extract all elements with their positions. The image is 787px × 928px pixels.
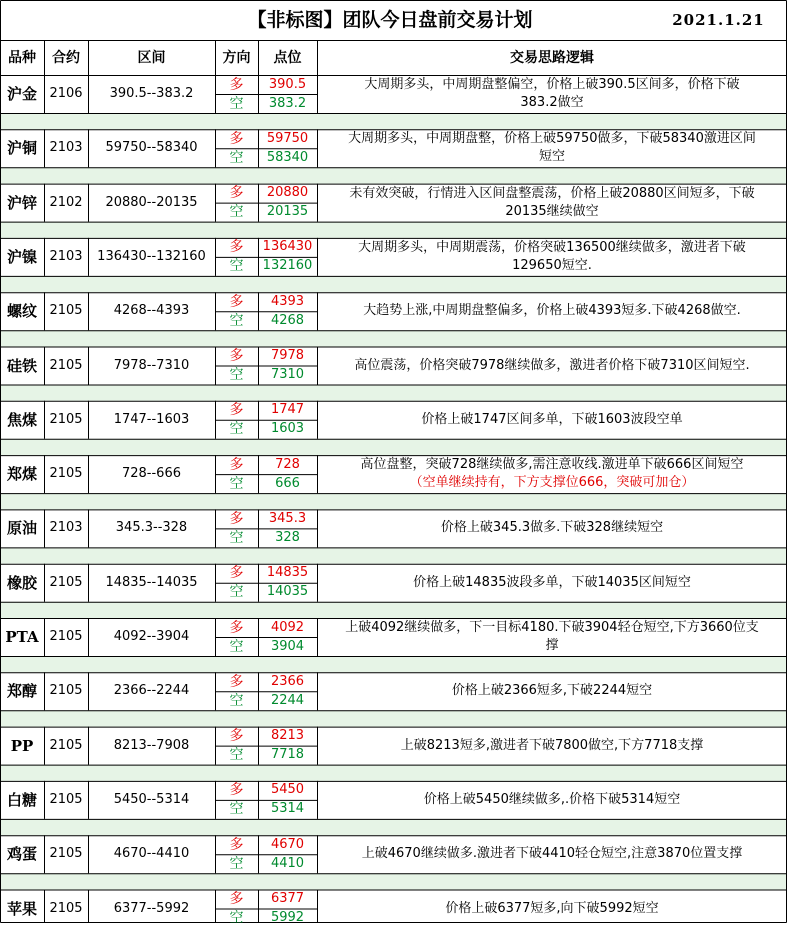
logic-line: 383.2做空	[520, 95, 584, 110]
direction-short: 空	[229, 638, 244, 655]
price-range: 4670--4410	[113, 846, 190, 862]
price-range: 59750--58340	[105, 140, 198, 156]
direction-long: 多	[229, 891, 244, 907]
product-name: 沪铜	[6, 139, 37, 158]
contract-code: 2105	[49, 846, 83, 862]
direction-short: 空	[229, 801, 244, 818]
direction-long: 多	[229, 239, 244, 256]
row-separator-band	[1, 167, 787, 183]
trading-logic	[317, 672, 787, 710]
level-short: 5314	[270, 801, 305, 817]
direction-short: 空	[229, 95, 244, 112]
level-long: 728	[275, 456, 300, 472]
row-separator-band	[1, 547, 787, 563]
direction-long: 多	[229, 130, 244, 147]
contract-code: 2106	[49, 86, 83, 101]
logic-line: 短空	[538, 149, 565, 165]
level-long: 4393	[270, 293, 305, 309]
price-range: 20880--20135	[105, 194, 198, 210]
product-name: 苹果	[6, 899, 37, 918]
row-separator-band	[1, 113, 787, 129]
contract-code: 2103	[49, 520, 83, 536]
logic-line: 20135继续做空	[505, 203, 599, 219]
trading-logic	[317, 184, 787, 222]
level-long: 136430	[262, 239, 313, 255]
direction-long: 多	[229, 510, 244, 527]
trading-logic	[317, 618, 787, 656]
logic-line: 价格上破1747区间多单，下破1603波段空单	[421, 411, 683, 427]
level-long: 7978	[270, 348, 305, 363]
trading-logic	[317, 75, 787, 113]
direction-short: 空	[229, 475, 244, 492]
price-range: 8213--7908	[113, 737, 190, 753]
row-separator-band	[1, 765, 787, 781]
level-short: 2244	[270, 692, 305, 708]
direction-long: 多	[229, 836, 244, 853]
row-separator-band	[1, 385, 787, 401]
price-range: 728--666	[121, 466, 181, 482]
price-range: 4268--4393	[113, 303, 190, 319]
level-long: 59750	[266, 130, 309, 146]
level-short: 5992	[270, 910, 305, 925]
contract-code: 2105	[49, 683, 83, 699]
level-short: 383.2	[268, 95, 307, 111]
direction-short: 空	[229, 149, 244, 166]
contract-code: 2102	[49, 194, 83, 210]
logic-line: 价格上破14835波段多单，下破14035区间短空	[413, 574, 691, 590]
row-separator-band	[1, 276, 787, 292]
product-name: 焦煤	[6, 410, 37, 429]
product-name: 郑醇	[6, 682, 37, 701]
page-title: 【非标图】团队今日盘前交易计划	[247, 9, 533, 31]
header-logic: 交易思路逻辑	[510, 49, 594, 66]
level-long: 20880	[266, 185, 309, 201]
logic-line: 大周期多头，中周期盘整，价格上破59750做多，下破58340激进区间	[348, 131, 756, 147]
header-contract: 合约	[52, 49, 80, 66]
level-short: 3904	[270, 638, 305, 654]
logic-line: 129650短空.	[512, 257, 592, 273]
trading-logic	[317, 781, 787, 819]
row-separator-band	[1, 656, 787, 672]
row-separator-band	[1, 222, 787, 238]
direction-short: 空	[229, 367, 244, 383]
level-long: 4092	[270, 619, 305, 635]
header-product: 品种	[8, 49, 36, 66]
trading-logic	[317, 455, 787, 493]
contract-code: 2103	[49, 140, 83, 156]
contract-code: 2105	[49, 574, 83, 590]
price-range: 1747--1603	[113, 411, 190, 427]
product-name: 沪金	[6, 85, 37, 103]
product-name: 原油	[6, 519, 37, 538]
direction-long: 多	[229, 728, 244, 745]
logic-line: 上破8213短多,激进者下破7800做空,下方7718支撑	[400, 737, 704, 753]
direction-short: 空	[229, 258, 244, 275]
row-separator-band	[1, 819, 787, 835]
level-short: 4268	[270, 312, 305, 328]
direction-long: 多	[229, 185, 244, 202]
level-short: 4410	[270, 855, 305, 871]
price-range: 4092--3904	[113, 629, 190, 644]
contract-code: 2105	[49, 357, 83, 373]
product-name: PTA	[5, 628, 39, 646]
level-short: 132160	[262, 258, 313, 274]
contract-code: 2105	[49, 900, 83, 916]
row-separator-band	[1, 602, 787, 618]
trading-logic	[317, 835, 787, 873]
direction-short: 空	[229, 692, 244, 709]
header-direction: 方向	[222, 49, 251, 66]
logic-line: 高位震荡，价格突破7978继续做多，激进者价格下破7310区间短空.	[354, 357, 750, 373]
price-range: 6377--5992	[113, 900, 190, 916]
contract-code: 2105	[49, 629, 83, 644]
header-range: 区间	[137, 49, 166, 66]
product-name: 郑煤	[6, 465, 37, 484]
contract-code: 2105	[49, 737, 83, 753]
trading-logic	[317, 727, 787, 765]
level-long: 5450	[270, 782, 305, 798]
logic-line: 未有效突破，行情进入区间盘整震荡，价格上破20880区间短多，下破	[349, 185, 755, 201]
product-name: 白糖	[6, 790, 37, 809]
row-separator-band	[1, 439, 787, 455]
logic-line: 高位盘整，突破728继续做多,需注意收线.激进单下破666区间短空	[360, 457, 744, 473]
level-long: 8213	[270, 728, 305, 744]
trading-logic	[317, 401, 787, 439]
level-long: 2366	[270, 673, 305, 689]
contract-code: 2105	[49, 466, 83, 482]
trading-logic	[317, 564, 787, 602]
level-long: 6377	[270, 891, 305, 906]
product-name: 鸡蛋	[6, 845, 37, 864]
product-name: 沪锌	[6, 193, 37, 212]
direction-short: 空	[229, 421, 244, 438]
level-short: 20135	[266, 204, 309, 220]
direction-short: 空	[229, 584, 244, 601]
logic-line: 大周期多头，中周期震荡，价格突破136500继续做多，激进者下破	[358, 239, 746, 255]
price-range: 136430--132160	[97, 248, 206, 264]
logic-line: 大周期多头，中周期盘整偏空，价格上破390.5区间多，价格下破	[364, 77, 740, 92]
level-short: 7718	[270, 747, 305, 763]
level-short: 328	[275, 529, 300, 545]
product-name: 硅铁	[6, 356, 37, 375]
product-name: 螺纹	[6, 302, 37, 321]
level-long: 1747	[270, 402, 305, 418]
level-long: 4670	[270, 836, 305, 852]
row-separator-band	[1, 710, 787, 726]
direction-short: 空	[229, 855, 244, 872]
logic-line: 价格上破6377短多,向下破5992短空	[445, 900, 659, 916]
level-short: 58340	[266, 149, 309, 165]
logic-line: 价格上破345.3做多.下破328继续短空	[440, 520, 664, 536]
direction-long: 多	[229, 782, 244, 799]
trading-logic	[317, 238, 787, 276]
price-range: 14835--14035	[105, 574, 198, 590]
price-range: 5450--5314	[113, 791, 190, 807]
header-level: 点位	[273, 49, 302, 66]
level-long: 390.5	[268, 76, 307, 92]
trading-logic	[317, 890, 787, 928]
logic-note: （空单继续持有，下方支撑位666，突破可加仓）	[409, 475, 695, 491]
row-separator-band	[1, 493, 787, 509]
price-range: 2366--2244	[113, 683, 190, 699]
logic-line: 上破4092继续做多，下一目标4180.下破3904轻仓短空,下方3660位支	[345, 620, 759, 635]
contract-code: 2105	[49, 791, 83, 807]
trading-logic	[317, 292, 787, 330]
contract-code: 2103	[49, 248, 83, 264]
level-short: 666	[275, 475, 300, 491]
direction-long: 多	[229, 76, 244, 93]
product-name: 橡胶	[6, 573, 37, 592]
level-short: 1603	[270, 421, 305, 437]
contract-code: 2105	[49, 303, 83, 319]
direction-short: 空	[229, 747, 244, 764]
level-short: 14035	[266, 584, 309, 600]
direction-short: 空	[229, 529, 244, 546]
contract-code: 2105	[49, 411, 83, 427]
price-range: 7978--7310	[113, 357, 190, 373]
direction-short: 空	[229, 204, 244, 221]
direction-short: 空	[229, 910, 244, 926]
direction-short: 空	[229, 312, 244, 329]
direction-long: 多	[229, 456, 244, 473]
logic-line: 撑	[545, 638, 559, 653]
logic-line: 价格上破5450继续做多,.价格下破5314短空	[423, 791, 681, 807]
level-long: 345.3	[268, 510, 307, 526]
row-separator-band	[1, 873, 787, 889]
direction-long: 多	[229, 619, 244, 636]
direction-long: 多	[229, 565, 244, 582]
logic-line: 价格上破2366短多,下破2244短空	[451, 683, 653, 699]
direction-long: 多	[229, 673, 244, 690]
direction-long: 多	[229, 348, 244, 364]
price-range: 345.3--328	[115, 520, 188, 536]
logic-line: 大趋势上涨,中周期盘整偏多，价格上破4393短多.下破4268做空.	[363, 303, 741, 319]
direction-long: 多	[229, 293, 244, 310]
level-short: 7310	[270, 367, 305, 382]
trading-logic	[317, 347, 787, 385]
row-separator-band	[1, 330, 787, 346]
plan-date: 2021.1.21	[672, 11, 765, 29]
logic-line: 上破4670继续做多.激进者下破4410轻仓短空,注意3870位置支撑	[361, 846, 743, 862]
price-range: 390.5--383.2	[109, 86, 194, 101]
level-long: 14835	[266, 565, 309, 581]
product-name: 沪镍	[6, 247, 37, 266]
product-name: PP	[10, 736, 34, 755]
direction-long: 多	[229, 402, 244, 419]
trading-logic	[317, 509, 787, 547]
trading-logic	[317, 129, 787, 167]
